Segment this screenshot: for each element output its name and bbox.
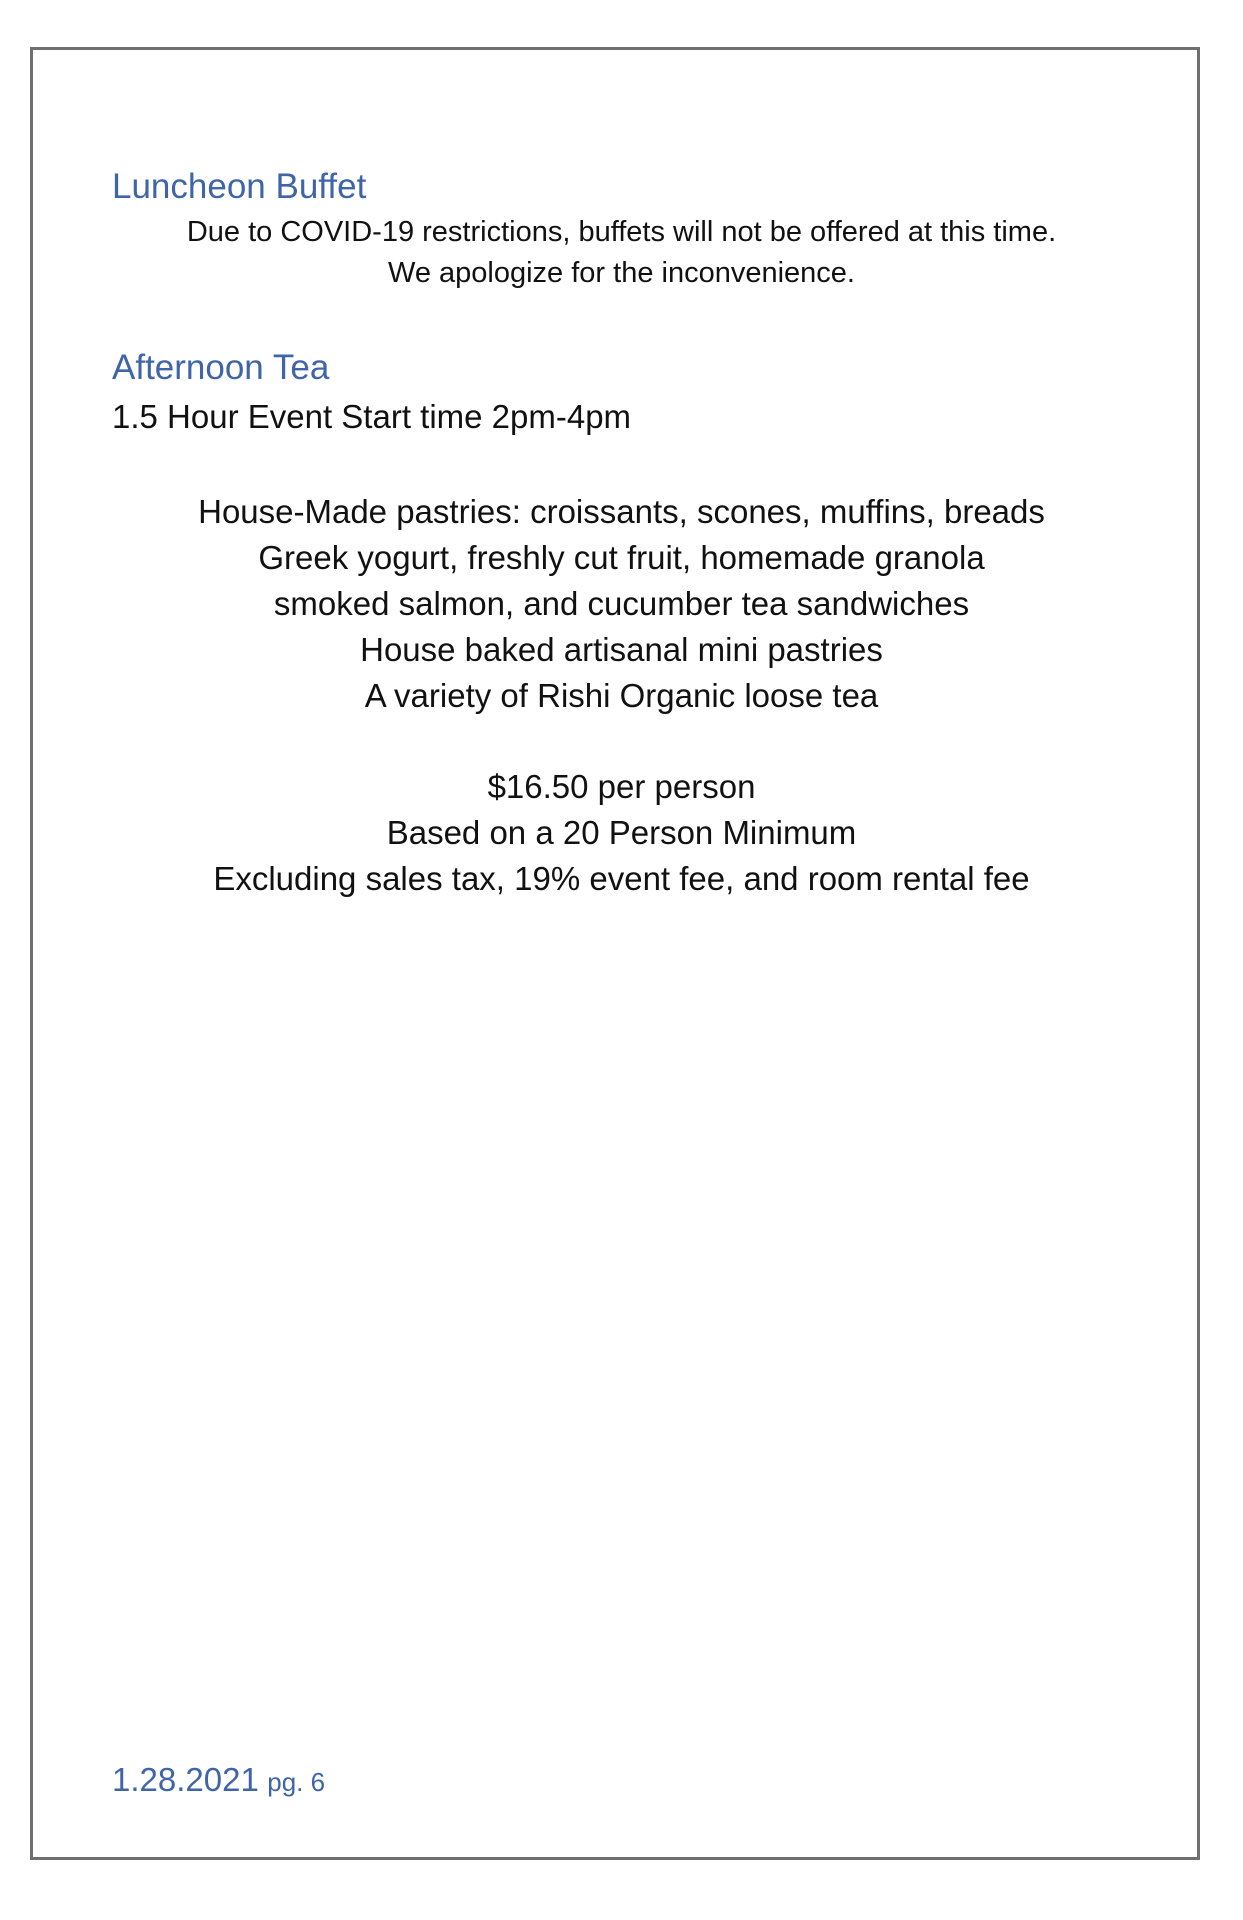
page-footer [112, 1763, 325, 1796]
tea-menu-list [30, 489, 1213, 719]
menu-item-yogurt: Greek yogurt, freshly cut fruit, homemade granola [258, 539, 985, 576]
page-number: pg. 6 [267, 1767, 326, 1797]
fees-exclusion: Excluding sales tax, 19% event fee, and room rental fee [213, 860, 1030, 897]
tea-pricing-list [30, 764, 1213, 902]
menu-item-tea: A variety of Rishi Organic loose tea [364, 677, 879, 714]
menu-item-sandwiches: smoked salmon, and cucumber tea sandwiches [273, 585, 970, 622]
menu-item-mini-pastries: House baked artisanal mini pastries [360, 631, 883, 668]
menu-item-pastries: House-Made pastries: croissants, scones, muffins, breads [198, 493, 1045, 530]
luncheon-buffet-heading: Luncheon Buffet [112, 167, 367, 206]
covid-notice-line: Due to COVID-19 restrictions, buffets will not be offered at this time. [186, 216, 1057, 248]
event-time-text: 1.5 Hour Event Start time 2pm-4pm [112, 398, 632, 435]
afternoon-tea-heading: Afternoon Tea [112, 348, 330, 387]
minimum-guests: Based on a 20 Person Minimum [386, 814, 857, 851]
footer-date: 1.28.2021 [112, 1761, 259, 1798]
page-border [30, 47, 1200, 1860]
price-per-person: $16.50 per person [487, 768, 756, 805]
apology-notice-line: We apologize for the inconvenience. [388, 257, 855, 289]
